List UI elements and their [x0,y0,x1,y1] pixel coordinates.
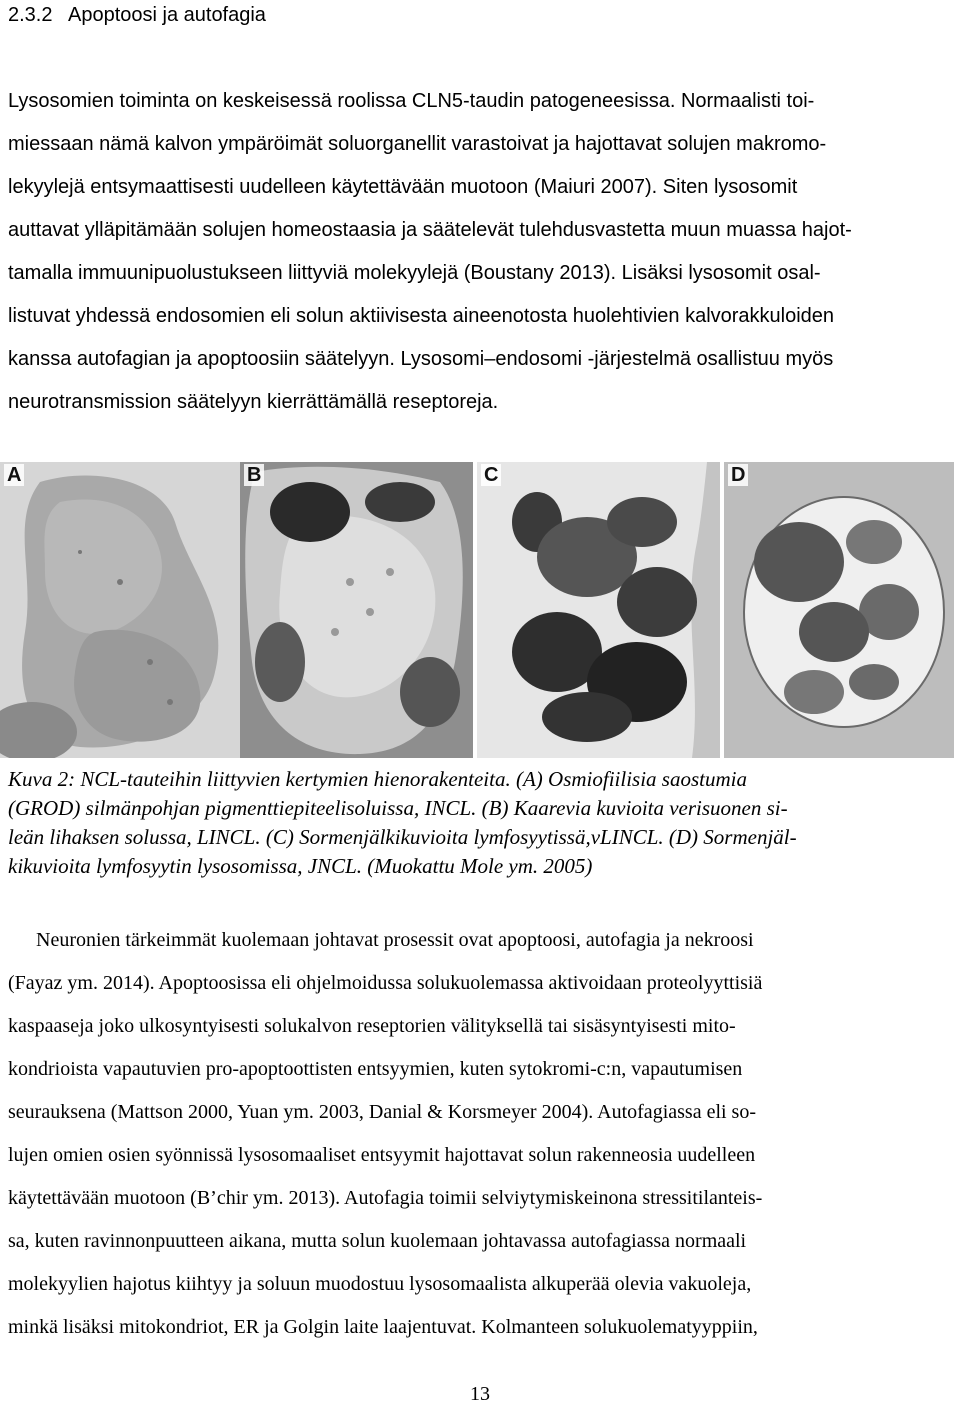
caption-line: kikuvioita lymfosyytin lysosomissa, JNCL. (Muokattu Mole ym. 2005) [8,854,593,878]
section-number: 2.3.2 [8,4,53,26]
text-line: tamalla immuunipuolustukseen liittyviä molekyylejä (Boustany 2013). Lisäksi lysosomit osal- [8,262,821,284]
page-number: 13 [470,1383,490,1405]
panel-label-a: A [4,464,24,486]
text-line: kondrioista vapautuvien pro-apoptoottisten entsyymien, kuten sytokromi-c:n, vapautumisen [8,1058,743,1080]
text-line: auttavat ylläpitämään solujen homeostaasia ja säätelevät tulehdusvastetta muun muassa hajot- [8,219,852,241]
micrograph-panel-a [0,462,240,758]
micrograph-d-image [724,462,954,758]
text-line: sa, kuten ravinnonpuutteen aikana, mutta solun kuolemaan johtavassa autofagiassa normaali [8,1230,747,1252]
micrograph-b-image [240,462,473,758]
caption-line: leän lihaksen solussa, LINCL. (C) Sormenjälkikuvioita lymfosyytissä,vLINCL. (D) Sormenjäl- [8,825,797,849]
text-line: minkä lisäksi mitokondriot, ER ja Golgin laite laajentuvat. Kolmanteen solukuolematyyppiin, [8,1316,758,1338]
text-line: (Fayaz ym. 2014). Apoptoosissa eli ohjelmoidussa solukuolemassa aktivoidaan proteolyyttisiä [8,972,763,994]
section-title: Apoptoosi ja autofagia [68,4,266,26]
panel-label-b: B [244,464,264,486]
text-line: kaspaaseja joko ulkosyntyisesti solukalvon reseptorien välityksellä tai sisäsyntyisesti mito- [8,1015,736,1037]
panel-label-c: C [481,464,501,486]
text-line: kanssa autofagian ja apoptoosiin säätelyyn. Lysosomi–endosomi -järjestelmä osallistuu myös [8,348,834,370]
caption-line: (GROD) silmänpohjan pigmenttiepiteelisoluissa, INCL. (B) Kaarevia kuvioita verisuonen si- [8,796,788,820]
text-line: neurotransmission säätelyyn kierrättämällä reseptoreja. [8,391,499,413]
text-line: käytettävään muotoon (B’chir ym. 2013). Autofagia toimii selviytymiskeinona stressitilanteis- [8,1187,763,1209]
text-line: Lysosomien toiminta on keskeisessä roolissa CLN5-taudin patogeneesissa. Normaalisti toi- [8,90,815,112]
micrograph-panel-d [724,462,954,758]
micrograph-a-image [0,462,240,758]
text-line: listuvat yhdessä endosomien eli solun aktiivisesta aineenotosta huolehtivien kalvorakkuloiden [8,305,835,327]
text-line: miessaan nämä kalvon ympäröimät soluorganellit varastoivat ja hajottavat solujen makromo- [8,133,827,155]
micrograph-c-image [477,462,720,758]
section-heading [8,2,266,28]
figure-micrographs [0,462,954,758]
caption-line: Kuva 2: NCL-tauteihin liittyvien kertymien hienorakenteita. (A) Osmiofiilisia saostumia [8,767,747,791]
panel-label-d: D [728,464,748,486]
text-line: lekyylejä entsymaattisesti uudelleen käytettävään muotoon (Maiuri 2007). Siten lysosomit [8,176,798,198]
micrograph-panel-c [477,462,720,758]
text-line: lujen omien osien syönnissä lysosomaaliset entsyymit hajottavat solun rakenneosia uudelleen [8,1144,756,1166]
text-line: seurauksena (Mattson 2000, Yuan ym. 2003, Danial & Korsmeyer 2004). Autofagiassa eli so- [8,1101,756,1123]
micrograph-panel-b [240,462,473,758]
text-line: molekyylien hajotus kiihtyy ja soluun muodostuu lysosomaalista alkuperää olevia vakuoleja, [8,1273,752,1295]
text-line: Neuronien tärkeimmät kuolemaan johtavat prosessit ovat apoptoosi, autofagia ja nekroosi [36,929,754,951]
